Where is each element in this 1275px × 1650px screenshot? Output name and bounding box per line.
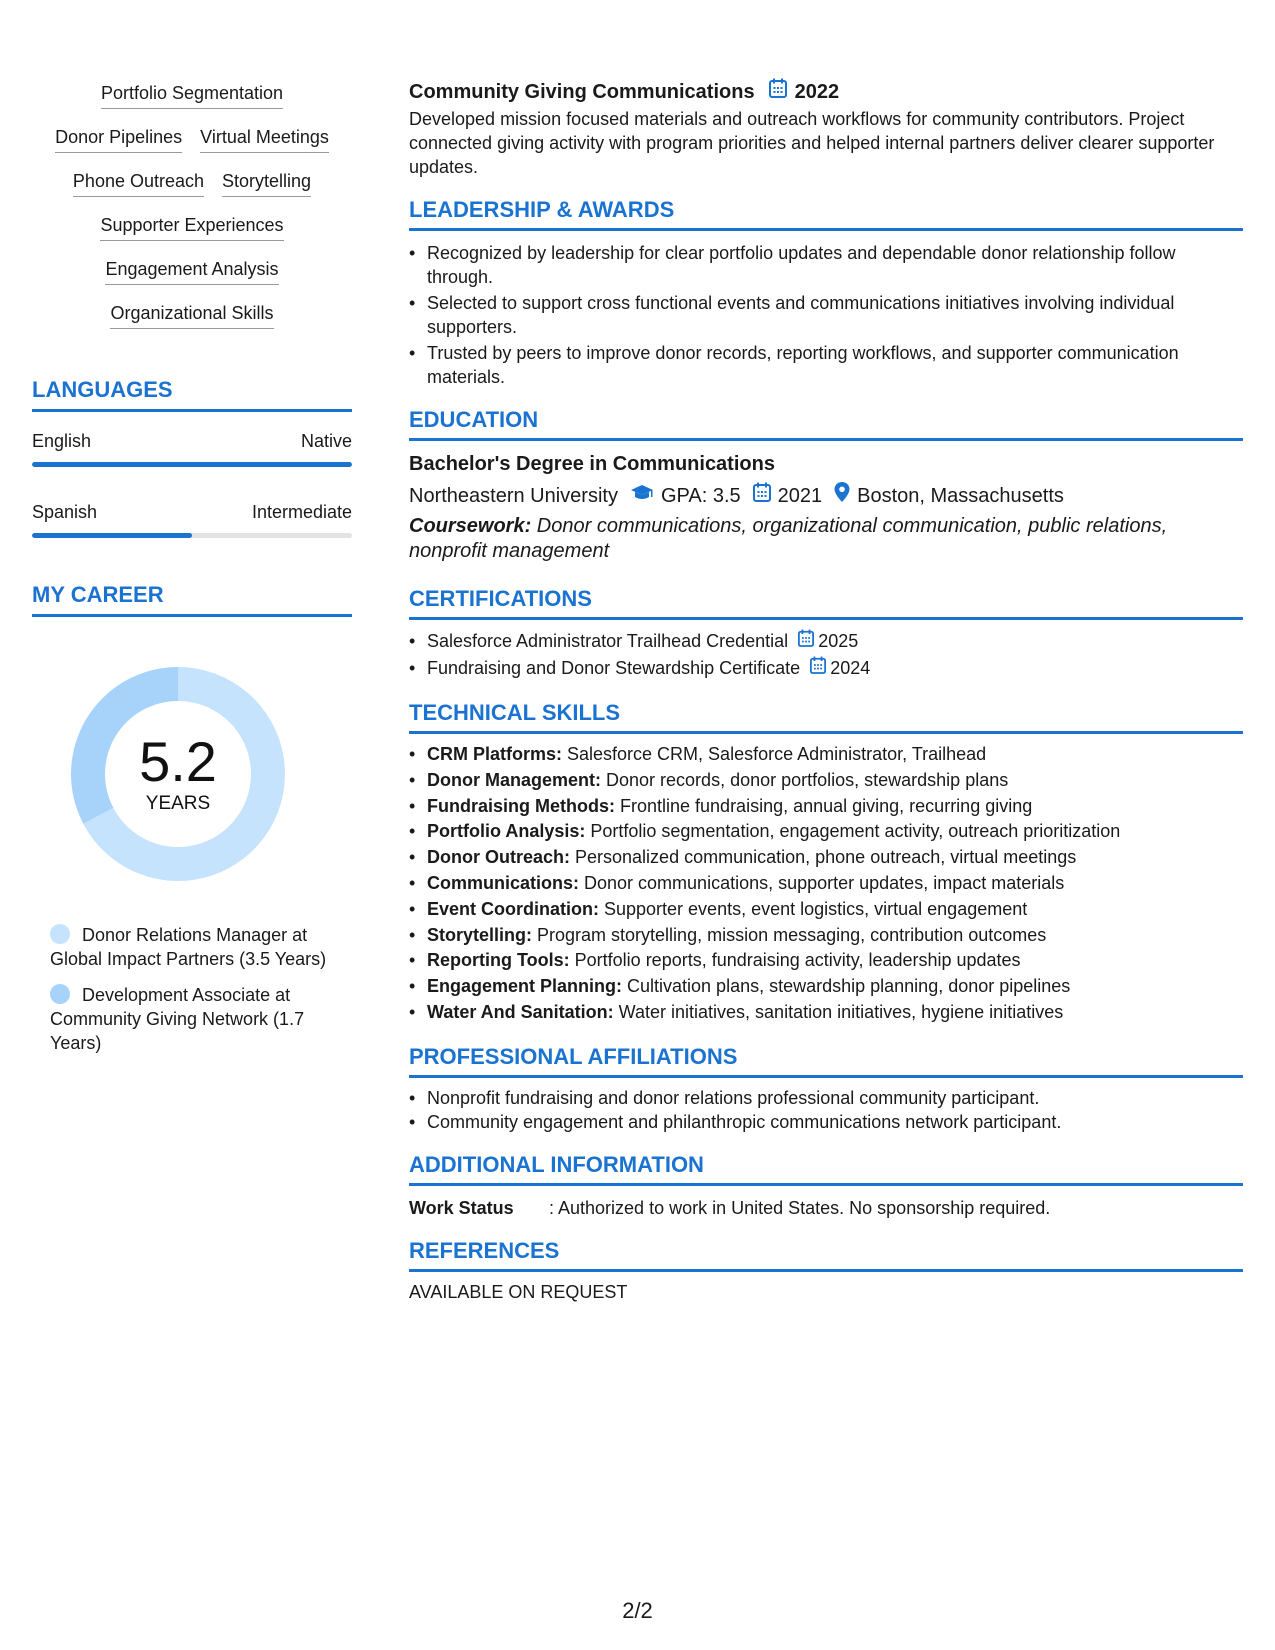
education-school: Northeastern University xyxy=(409,484,618,507)
technical-skill-item xyxy=(427,897,1243,923)
technical-skill-value: Supporter events, event logistics, virtual engagement xyxy=(599,898,1028,919)
work-status-row xyxy=(409,1196,1243,1220)
leadership-item: • Selected to support cross functional events and communications initiatives involving individual supporters. xyxy=(427,291,1243,339)
technical-skill-label: CRM Platforms: xyxy=(427,744,563,764)
left-column xyxy=(32,82,352,1067)
education-meta xyxy=(409,482,1243,509)
career-legend-item xyxy=(50,923,352,971)
career-heading: MY CAREER xyxy=(32,582,352,617)
technical-skill-value: Personalized communication, phone outreach, virtual meetings xyxy=(570,847,1077,868)
skill-tag: Phone Outreach xyxy=(73,170,204,197)
technical-skill-item xyxy=(427,948,1243,974)
career-total-years: 5.2 xyxy=(139,730,217,793)
calendar-icon xyxy=(769,78,787,105)
certification-year: 2024 xyxy=(830,658,871,678)
language-item xyxy=(32,501,352,538)
technical-skill-item xyxy=(427,794,1243,820)
technical-skill-label: Event Coordination: xyxy=(427,898,599,919)
skill-tag: Engagement Analysis xyxy=(105,258,278,285)
technical-skill-item xyxy=(427,819,1243,845)
project-year: 2022 xyxy=(794,80,840,103)
affiliation-item: • Community engagement and philanthropic communications network participant. xyxy=(427,1110,1243,1134)
skill-tag: Storytelling xyxy=(222,170,311,197)
education-coursework xyxy=(409,514,1243,564)
technical-skill-item xyxy=(427,742,1243,768)
certification-name: Fundraising and Donor Stewardship Certificate xyxy=(427,658,801,678)
technical-skill-label: Communications: xyxy=(427,872,580,893)
language-row xyxy=(32,501,352,523)
languages-heading: LANGUAGES xyxy=(32,377,352,412)
leadership-heading: LEADERSHIP & AWARDS xyxy=(409,197,1243,231)
coursework-label: Coursework: xyxy=(409,515,532,537)
technical-skills-list xyxy=(409,742,1243,1026)
career-legend-text: Development Associate at Community Giving Network (1.7 Years) xyxy=(50,985,305,1053)
leadership-item: • Trusted by peers to improve donor records, reporting workflows, and supporter communication materials. xyxy=(427,341,1243,389)
language-bar xyxy=(32,462,352,467)
technical-skill-item xyxy=(427,871,1243,897)
technical-skill-item xyxy=(427,845,1243,871)
career-section xyxy=(32,582,352,1055)
technical-skill-item xyxy=(427,1000,1243,1026)
skills-tag-cloud xyxy=(32,82,352,329)
certifications-list xyxy=(409,628,1243,682)
calendar-icon xyxy=(753,482,771,509)
technical-skill-item xyxy=(427,768,1243,794)
legend-dot xyxy=(50,924,70,944)
technical-skills-heading: TECHNICAL SKILLS xyxy=(409,700,1243,734)
skill-tag: Organizational Skills xyxy=(110,302,273,329)
skill-tag-row xyxy=(32,82,352,109)
technical-skill-label: Portfolio Analysis: xyxy=(427,821,586,842)
language-level: Intermediate xyxy=(251,502,352,522)
technical-skill-value: Cultivation plans, stewardship planning, donor pipelines xyxy=(622,976,1071,997)
technical-skill-item xyxy=(427,974,1243,1000)
career-legend-text: Donor Relations Manager at Global Impact Partners (3.5 Years) xyxy=(50,925,327,969)
calendar-icon xyxy=(810,655,826,682)
certification-date xyxy=(798,628,858,655)
location-pin-icon xyxy=(834,482,850,509)
additional-info-heading: ADDITIONAL INFORMATION xyxy=(409,1152,1243,1186)
career-total-unit: YEARS xyxy=(145,793,211,814)
skill-tag-row xyxy=(32,170,352,197)
education-location: Boston, Massachusetts xyxy=(857,484,1064,507)
certifications-heading: CERTIFICATIONS xyxy=(409,586,1243,620)
career-legend-item xyxy=(50,983,352,1055)
skill-tag: Virtual Meetings xyxy=(200,126,329,153)
certification-year: 2025 xyxy=(818,631,859,651)
technical-skill-value: Water initiatives, sanitation initiatives, hygiene initiatives xyxy=(613,1001,1064,1022)
career-donut-chart xyxy=(65,661,291,887)
certification-item xyxy=(427,655,1243,682)
technical-skill-label: Storytelling: xyxy=(427,924,533,945)
project-header xyxy=(409,78,1243,105)
education-gpa: GPA: 3.5 xyxy=(660,484,741,507)
donut-center xyxy=(65,661,291,887)
education-entry xyxy=(409,451,1243,564)
language-level: Native xyxy=(300,431,352,451)
technical-skill-value: Portfolio reports, fundraising activity, leadership updates xyxy=(569,950,1021,971)
languages-section xyxy=(32,377,352,538)
calendar-icon xyxy=(798,628,814,655)
technical-skill-value: Donor records, donor portfolios, stewardship plans xyxy=(601,769,1009,790)
skill-tag-row xyxy=(32,126,352,153)
references-text: AVAILABLE ON REQUEST xyxy=(409,1281,628,1302)
technical-skill-label: Reporting Tools: xyxy=(427,950,570,971)
technical-skill-label: Water And Sanitation: xyxy=(427,1001,614,1022)
skill-tag-row xyxy=(32,258,352,285)
technical-skill-value: Program storytelling, mission messaging, contribution outcomes xyxy=(532,924,1047,945)
legend-dot xyxy=(50,984,70,1004)
certification-item xyxy=(427,628,1243,655)
education-year: 2021 xyxy=(777,484,823,507)
project-description: Developed mission focused materials and outreach workflows for community contributors. Project connected giving activity with program priorities and helped internal partners deliver clearer supporter updates. xyxy=(409,109,1215,177)
language-bar-fill xyxy=(32,462,352,467)
language-name: English xyxy=(32,431,92,451)
education-degree: Bachelor's Degree in Communications xyxy=(409,453,775,475)
languages-list xyxy=(32,430,352,538)
skill-tag: Donor Pipelines xyxy=(55,126,182,153)
technical-skill-label: Donor Outreach: xyxy=(427,847,571,868)
technical-skill-item xyxy=(427,923,1243,949)
work-status-value: : Authorized to work in United States. No sponsorship required. xyxy=(549,1197,1051,1218)
page-number: 2/2 xyxy=(622,1598,653,1623)
work-status-label: Work Status xyxy=(409,1197,514,1218)
project-entry xyxy=(409,78,1243,179)
affiliations-heading: PROFESSIONAL AFFILIATIONS xyxy=(409,1044,1243,1078)
certification-date xyxy=(810,655,870,682)
graduation-cap-icon xyxy=(630,483,654,509)
career-legend xyxy=(32,923,352,1055)
technical-skill-label: Fundraising Methods: xyxy=(427,795,615,816)
language-bar-fill xyxy=(32,533,192,538)
education-heading: EDUCATION xyxy=(409,407,1243,441)
language-row xyxy=(32,430,352,452)
right-column xyxy=(409,78,1243,1303)
language-name: Spanish xyxy=(32,502,98,522)
technical-skill-label: Engagement Planning: xyxy=(427,976,623,997)
skill-tag: Supporter Experiences xyxy=(100,214,283,241)
skill-tag-row xyxy=(32,214,352,241)
technical-skill-label: Donor Management: xyxy=(427,769,602,790)
certification-name: Salesforce Administrator Trailhead Credential xyxy=(427,631,789,651)
project-title: Community Giving Communications xyxy=(409,80,755,103)
language-item xyxy=(32,430,352,467)
technical-skill-value: Donor communications, supporter updates, impact materials xyxy=(579,872,1065,893)
affiliation-item: • Nonprofit fundraising and donor relations professional community participant. xyxy=(427,1086,1243,1110)
skill-tag: Portfolio Segmentation xyxy=(101,82,283,109)
technical-skill-value: Frontline fundraising, annual giving, recurring giving xyxy=(615,795,1033,816)
affiliations-list xyxy=(409,1086,1243,1134)
skill-tag-row xyxy=(32,302,352,329)
technical-skill-value: Portfolio segmentation, engagement activity, outreach prioritization xyxy=(585,821,1121,842)
references-heading: REFERENCES xyxy=(409,1238,1243,1272)
technical-skill-value: Salesforce CRM, Salesforce Administrator, Trailhead xyxy=(562,744,987,764)
coursework-text: Donor communications, organizational communication, public relations, nonprofit management xyxy=(409,515,1168,562)
leadership-list xyxy=(409,241,1243,389)
leadership-item: • Recognized by leadership for clear portfolio updates and dependable donor relationship follow through. xyxy=(427,241,1243,289)
language-bar xyxy=(32,533,352,538)
